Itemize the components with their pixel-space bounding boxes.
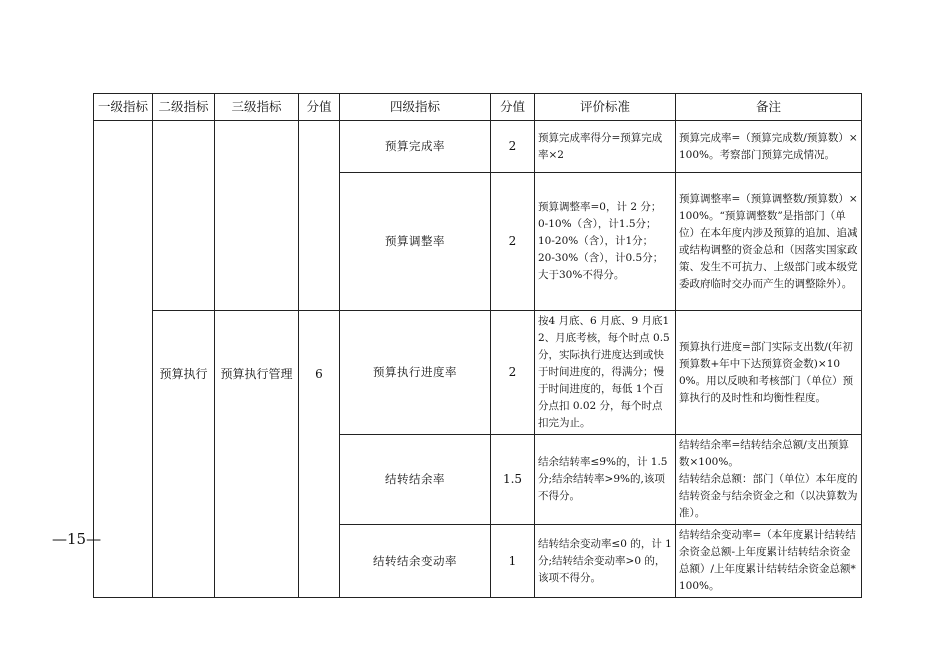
note-cell <box>676 435 862 525</box>
header-level1: 一级指标 <box>94 94 153 121</box>
criteria-line: 20-30%（含），计0.5分； <box>538 252 664 264</box>
level3-cell-empty <box>215 121 299 311</box>
criteria-cell <box>535 435 676 525</box>
header-score-1: 分值 <box>299 94 340 121</box>
level2-cell: 预算执行 <box>153 311 215 598</box>
table-row <box>94 121 862 173</box>
header-criteria: 评价标准 <box>535 94 676 121</box>
header-level2: 二级指标 <box>153 94 215 121</box>
criteria-line: 0-10%（含），计1.5分； <box>538 218 657 230</box>
criteria-text: 预算完成率得分=预算完成率×2 <box>538 131 663 161</box>
metric-name: 预算调整率 <box>340 173 491 311</box>
header-level3: 三级指标 <box>215 94 299 121</box>
note-text: 预算调整率=（预算调整数/预算数）×100%。“预算调整数”是指部门（单位）在本年度内涉及预算的追加、追减或结构调整的资金总和（因落实国家政策、发生不可抗力、上级部门或本级党委政府临时交办而产生的调整除外）。 <box>679 192 858 290</box>
criteria-text: 结转结余变动率≤0 的，计 1 分;结转结余变动率>0 的，该项不得分。 <box>538 537 672 584</box>
table-row <box>94 311 862 435</box>
metric-score: 1 <box>491 525 535 598</box>
criteria-text: 结余结转率≤9%的，计 1.5 分;结余结转率>9%的,该项不得分。 <box>538 456 668 502</box>
level3-cell: 预算执行管理 <box>215 311 299 598</box>
criteria-line: 预算调整率=0，计 2 分； <box>538 201 662 213</box>
note-cell <box>676 121 862 173</box>
header-level4: 四级指标 <box>340 94 491 121</box>
metric-name: 预算完成率 <box>340 121 491 173</box>
note-text: 结转结余变动率=（本年度累计结转结余资金总额-上年度累计结转结余资金总额）/上年度累计结转结余资金总额*100%。 <box>679 529 856 592</box>
metric-name: 结转结余率 <box>340 435 491 525</box>
criteria-text: 按4 月底、6 月底、9 月底12、月底考核，每个时点 0.5 分，实际执行进度达到或快于时间进度的，得满分；慢于时间进度的，每低 1个百分点扣 0.02 分，每个时点扣完为止。 <box>538 315 670 429</box>
criteria-cell <box>535 311 676 435</box>
level2-cell-empty <box>153 121 215 311</box>
metric-score: 1.5 <box>491 435 535 525</box>
level3-score-empty <box>299 121 340 311</box>
note-cell <box>676 173 862 311</box>
note-text: 预算执行进度=部门实际支出数/(年初预算数+年中下达预算资金数)×100%。用以反映和考核部门（单位）预算执行的及时性和均衡性程度。 <box>679 340 854 404</box>
criteria-line: 10-20%（含），计1分； <box>538 235 654 247</box>
criteria-line: 大于30%不得分。 <box>538 269 625 281</box>
note-cell <box>676 525 862 598</box>
page-number: —15— <box>52 530 102 548</box>
criteria-cell <box>535 173 676 311</box>
note-cell <box>676 311 862 435</box>
note-text: 结转结余率=结转结余总额/支出预算数×100%。 <box>679 439 849 468</box>
level3-score: 6 <box>299 311 340 598</box>
level1-cell <box>94 121 153 598</box>
indicator-table <box>93 93 862 598</box>
header-score-2: 分值 <box>491 94 535 121</box>
criteria-cell <box>535 525 676 598</box>
header-notes: 备注 <box>676 94 862 121</box>
note-text: 预算完成率=（预算完成数/预算数）×100%。考察部门预算完成情况。 <box>679 131 858 161</box>
metric-name: 预算执行进度率 <box>340 311 491 435</box>
criteria-cell <box>535 121 676 173</box>
metric-score: 2 <box>491 311 535 435</box>
metric-name: 结转结余变动率 <box>340 525 491 598</box>
note-text: 结转结余总额：部门（单位）本年度的结转资金与结余资金之和（以决算数为准）。 <box>679 473 858 519</box>
header-row <box>94 94 862 121</box>
metric-score: 2 <box>491 121 535 173</box>
metric-score: 2 <box>491 173 535 311</box>
